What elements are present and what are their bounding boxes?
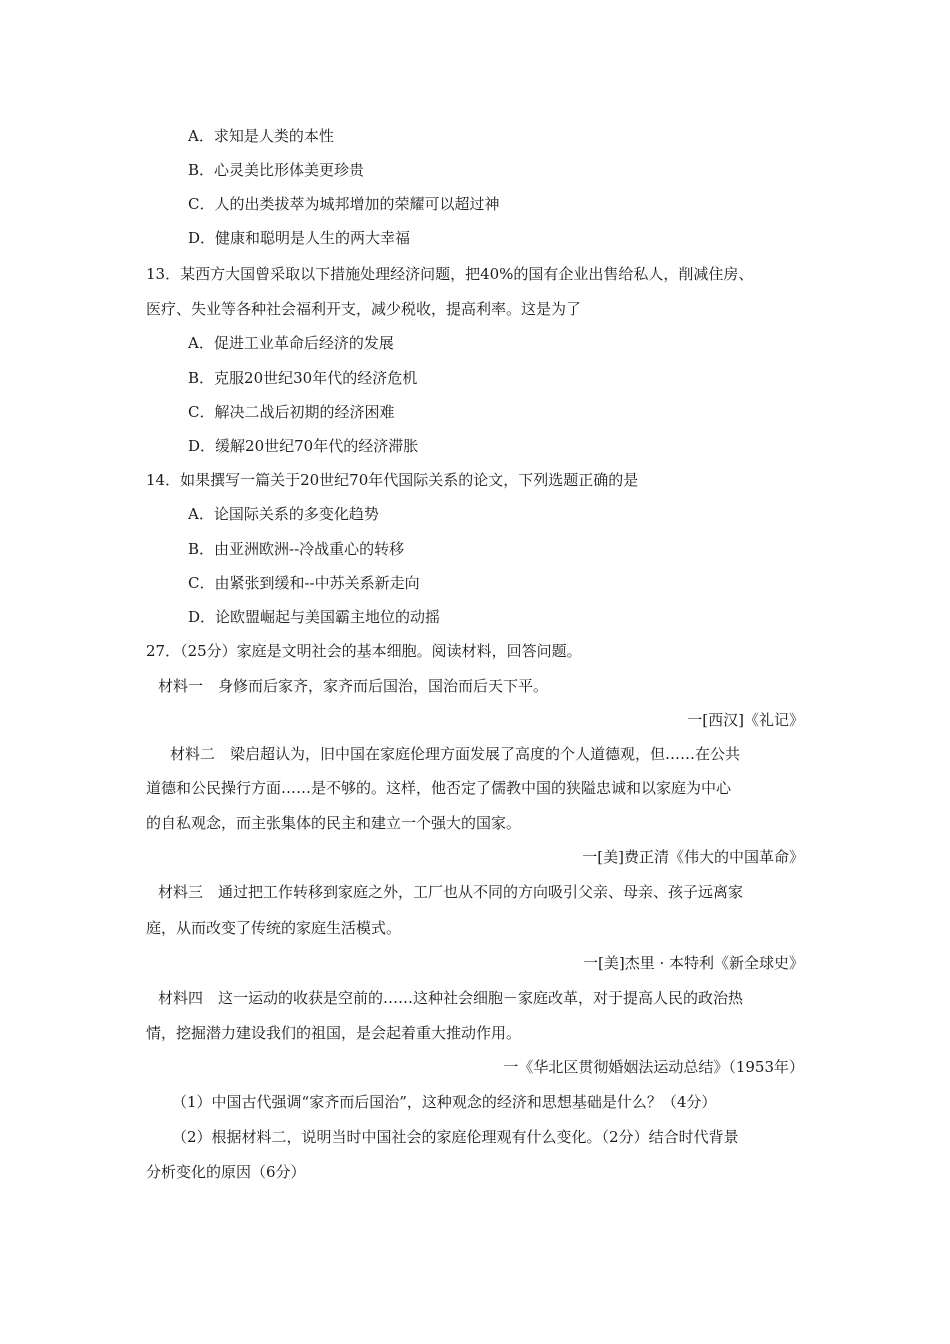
- material-4-line2: 情，挖掘潜力建设我们的祖国，是会起着重大推动作用。: [146, 1024, 522, 1042]
- material-3-source: 一[美]杰里 · 本特利《新全球史》: [582, 954, 804, 972]
- q14-option-c: C．由紧张到缓和--中苏关系新走向: [188, 574, 420, 592]
- q14-stem: 14．如果撰写一篇关于20世纪70年代国际关系的论文，下列选题正确的是: [146, 471, 639, 489]
- material-1-source: 一[西汉]《礼记》: [687, 711, 804, 729]
- material-4-source: 一《华北区贯彻婚姻法运动总结》（1953年）: [503, 1058, 804, 1076]
- q13-stem-line2: 医疗、失业等各种社会福利开支，减少税收，提高利率。这是为了: [146, 300, 582, 318]
- q27-stem: 27．（25分）家庭是文明社会的基本细胞。阅读材料，回答问题。: [146, 642, 582, 660]
- material-1-text: 材料一 身修而后家齐，家齐而后国治，国治而后天下平。: [158, 677, 549, 695]
- q12-option-c: C．人的出类拔萃为城邦增加的荣耀可以超过神: [188, 195, 500, 213]
- q27-subquestion-2-line1: （2）根据材料二，说明当时中国社会的家庭伦理观有什么变化。（2分）结合时代背景: [172, 1128, 739, 1146]
- q14-option-b: B．由亚洲欧洲--冷战重心的转移: [188, 540, 405, 558]
- q14-option-a: A．论国际关系的多变化趋势: [188, 505, 379, 523]
- material-3-line2: 庭，从而改变了传统的家庭生活模式。: [146, 919, 402, 937]
- material-3-line1: 材料三 通过把工作转移到家庭之外，工厂也从不同的方向吸引父亲、母亲、孩子远离家: [158, 883, 744, 901]
- q13-stem-line1: 13．某西方大国曾采取以下措施处理经济问题，把40%的国有企业出售给私人，削减住房、: [146, 265, 754, 283]
- q13-option-b: B．克服20世纪30年代的经济危机: [188, 369, 418, 387]
- q14-option-d: D．论欧盟崛起与美国霸主地位的动摇: [188, 608, 441, 626]
- material-2-source: 一[美]费正清《伟大的中国革命》: [582, 848, 804, 866]
- q13-option-d: D．缓解20世纪70年代的经济滞胀: [188, 437, 419, 455]
- q27-subquestion-1: （1）中国古代强调“家齐而后国治”，这种观念的经济和思想基础是什么？（4分）: [172, 1093, 717, 1111]
- material-2-line3: 的自私观念，而主张集体的民主和建立一个强大的国家。: [146, 814, 522, 832]
- material-2-line2: 道德和公民操行方面……是不够的。这样，他否定了儒教中国的狭隘忠诚和以家庭为中心: [146, 779, 732, 797]
- material-4-line1: 材料四 这一运动的收获是空前的……这种社会细胞－家庭改革，对于提高人民的政治热: [158, 989, 744, 1007]
- q13-option-a: A．促进工业革命后经济的发展: [188, 334, 394, 352]
- q27-subquestion-2-line2: 分析变化的原因（6分）: [146, 1163, 306, 1181]
- q12-option-b: B．心灵美比形体美更珍贵: [188, 161, 365, 179]
- material-2-line1: 材料二 梁启超认为，旧中国在家庭伦理方面发展了高度的个人道德观，但……在公共: [170, 745, 741, 763]
- q13-option-c: C．解决二战后初期的经济困难: [188, 403, 395, 421]
- q12-option-a: A．求知是人类的本性: [188, 127, 334, 145]
- q12-option-d: D．健康和聪明是人生的两大幸福: [188, 229, 411, 247]
